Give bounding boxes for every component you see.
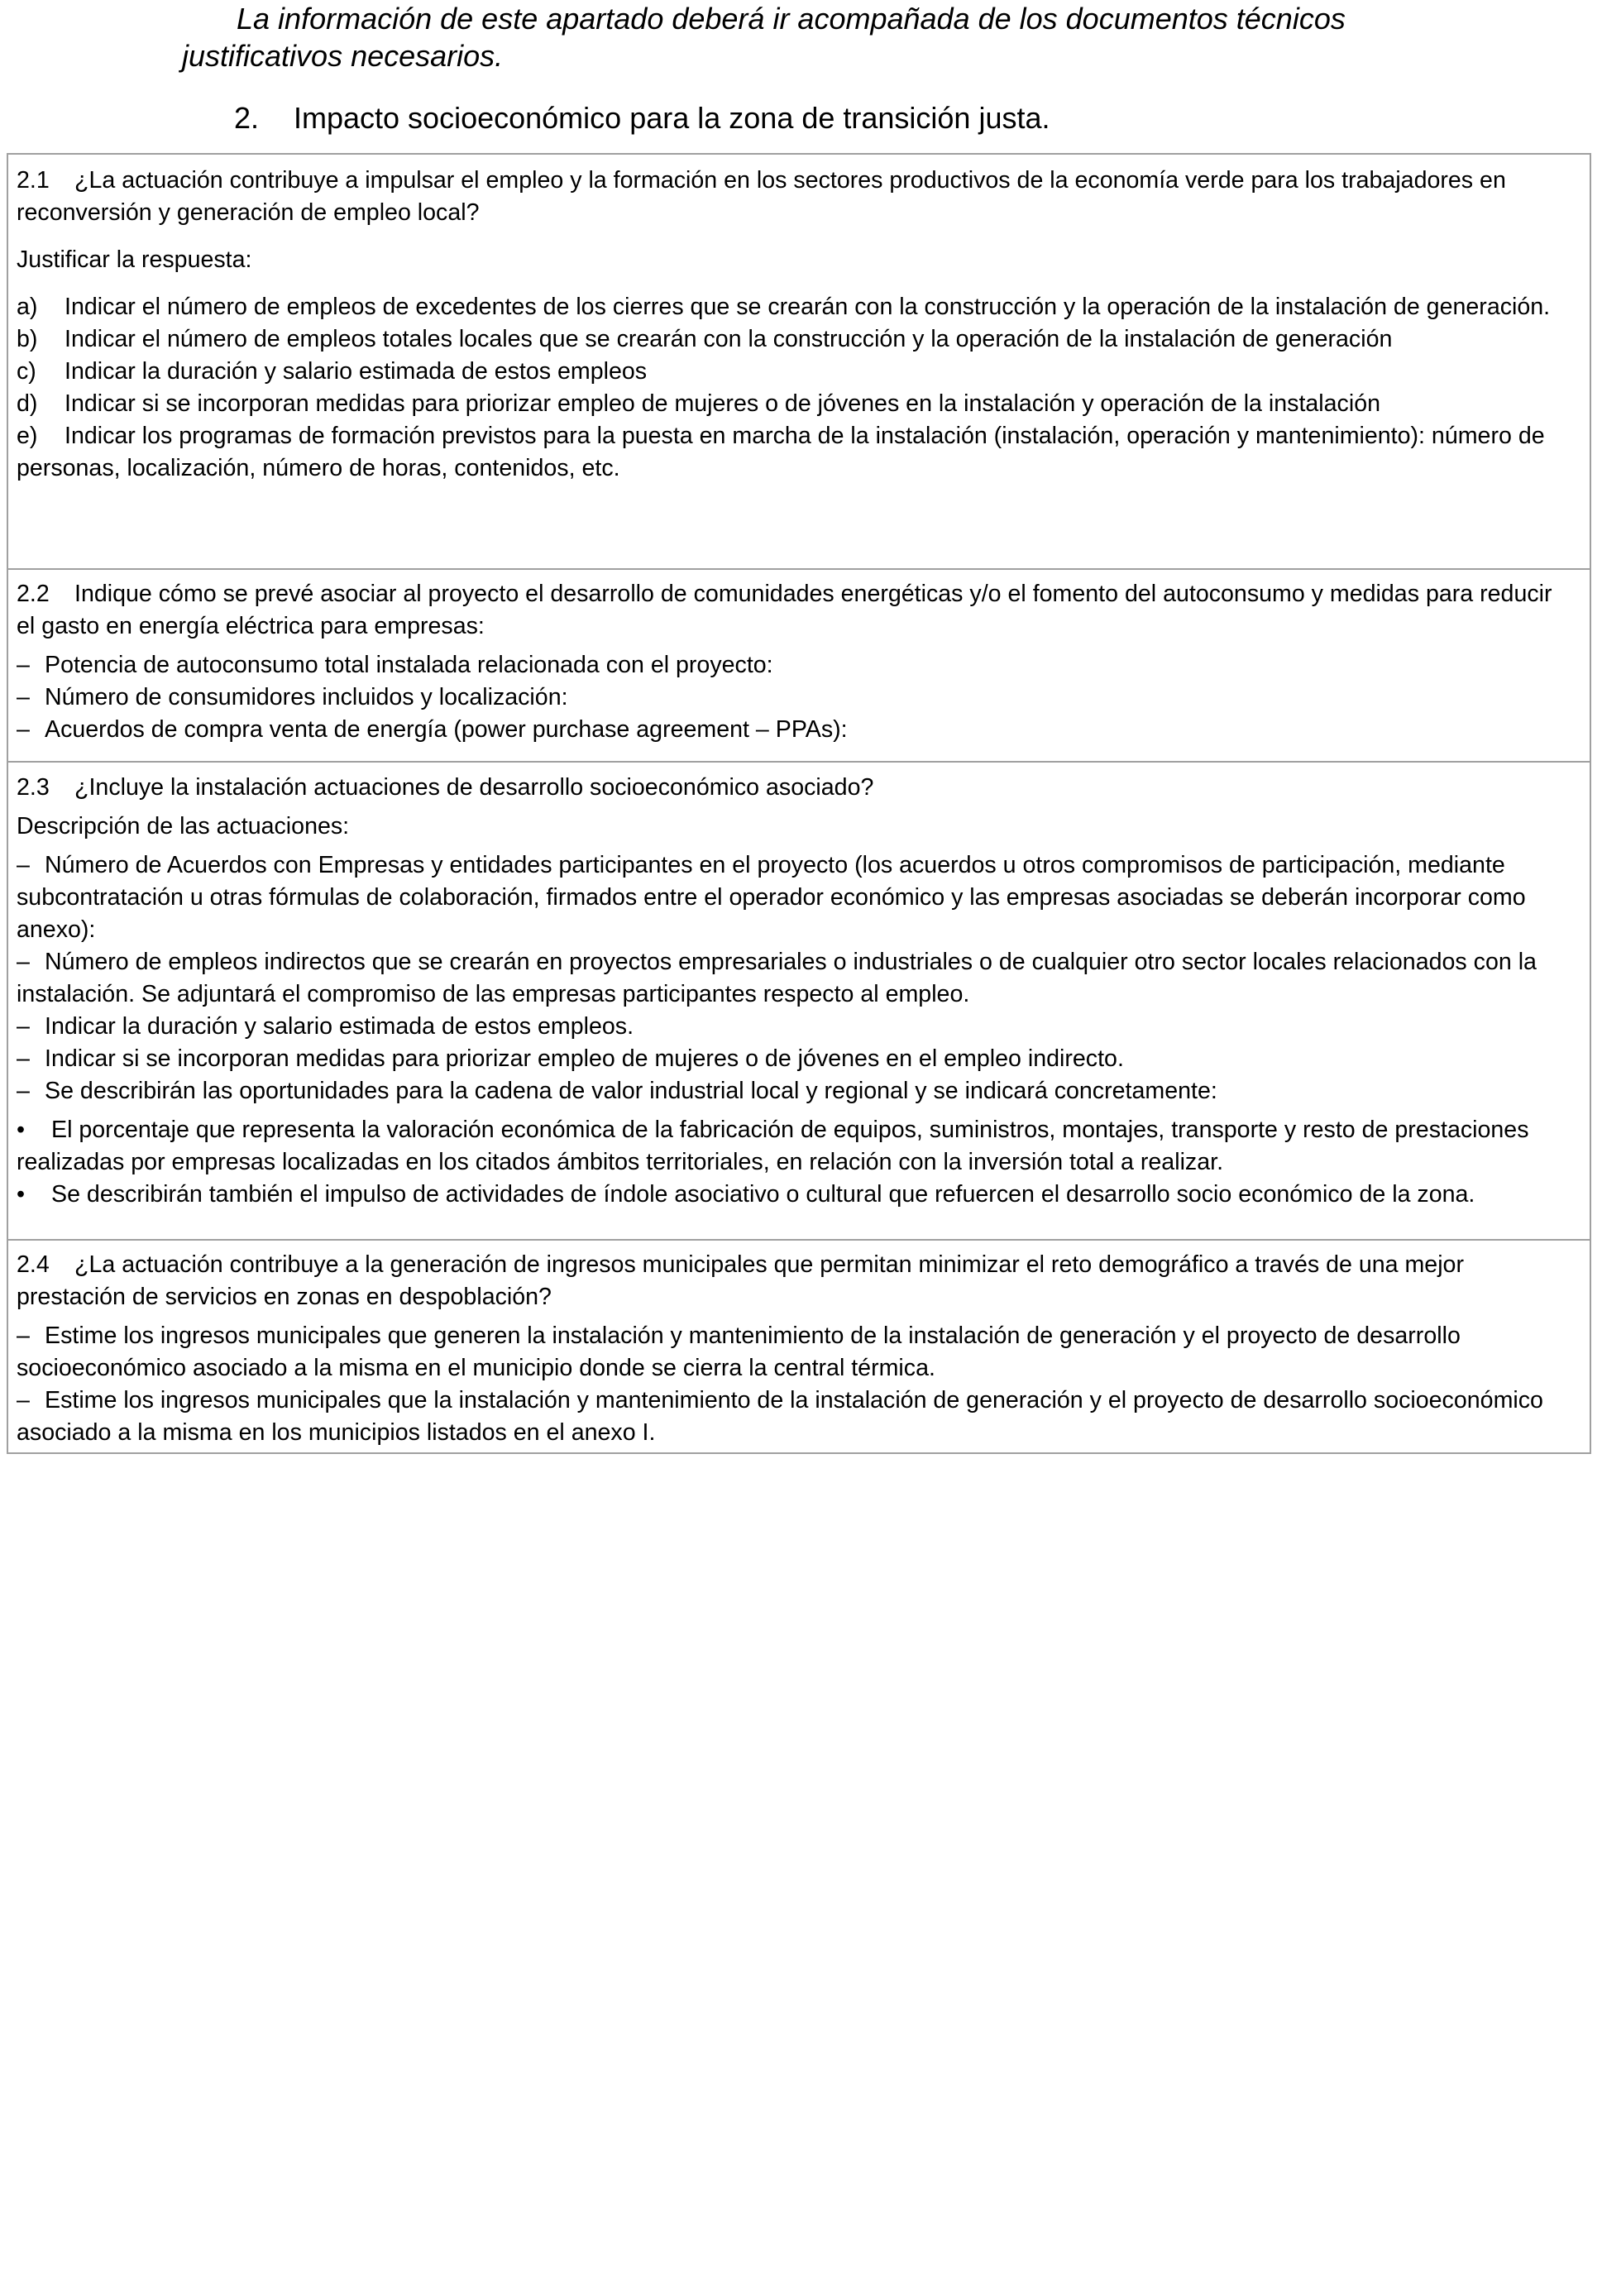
list-item: – Número de Acuerdos con Empresas y entidades participantes en el proyecto (los acuerdos u otros compromisos de participación, mediante subcontratación u otras fórmulas de colaboración, firmados entre el operador económico y las empresas asociadas se deberán incorporar como anexo): bbox=[17, 852, 1526, 943]
list-item: – Acuerdos de compra venta de energía (power purchase agreement – PPAs): bbox=[17, 716, 848, 743]
list-item: – Se describirán las oportunidades para la cadena de valor industrial local y regional y se indicará concretamente: bbox=[17, 1078, 1217, 1104]
question-2-4 bbox=[8, 1249, 1590, 1449]
list-item: – Número de consumidores incluidos y localización: bbox=[17, 684, 568, 710]
question-number: 2.1 bbox=[17, 167, 50, 194]
question-number: 2.4 bbox=[17, 1251, 50, 1278]
question-number: 2.2 bbox=[17, 581, 50, 607]
intro-line-1: La información de este apartado deberá ir acompañada de los documentos técnicos bbox=[237, 2, 1346, 36]
question-2-2 bbox=[8, 578, 1590, 746]
section-heading bbox=[234, 99, 1050, 136]
list-item: c) Indicar la duración y salario estimada de estos empleos bbox=[17, 358, 648, 385]
section-title: Impacto socioeconómico para la zona de transición justa. bbox=[294, 101, 1050, 135]
list-item: d) Indicar si se incorporan medidas para priorizar empleo de mujeres o de jóvenes en la instalación y operación de la instalación bbox=[17, 390, 1381, 417]
list-item: – Indicar si se incorporan medidas para priorizar empleo de mujeres o de jóvenes en el empleo indirecto. bbox=[17, 1045, 1124, 1072]
row-divider bbox=[8, 1239, 1590, 1241]
question-2-3 bbox=[8, 772, 1590, 1211]
list-item: – Estime los ingresos municipales que generen la instalación y mantenimiento de la instalación de generación y el proyecto de desarrollo socioeconómico asociado a la misma en el municipio donde se cierra la central térmica. bbox=[17, 1323, 1461, 1381]
questionnaire-table bbox=[7, 153, 1591, 1454]
list-item: – Estime los ingresos municipales que la instalación y mantenimiento de la instalación de generación y el proyecto de desarrollo socioeconómico asociado a la misma en los municipios listados en el anexo I. bbox=[17, 1387, 1543, 1446]
justify-label: Justificar la respuesta: bbox=[17, 246, 252, 273]
list-item: – Número de empleos indirectos que se crearán en proyectos empresariales o industriales o de cualquier otro sector locales relacionados con la instalación. Se adjuntará el compromiso de las empresas participantes respecto al empleo. bbox=[17, 949, 1537, 1007]
question-text: ¿La actuación contribuye a impulsar el empleo y la formación en los sectores productivos de la economía verde para los trabajadores en reconversión y generación de empleo local? bbox=[17, 167, 1506, 226]
list-item: – Indicar la duración y salario estimada de estos empleos. bbox=[17, 1013, 634, 1040]
intro-line-2: justificativos necesarios. bbox=[182, 39, 504, 73]
intro-note bbox=[182, 0, 1472, 74]
question-text: Indique cómo se prevé asociar al proyecto el desarrollo de comunidades energéticas y/o el fomento del autoconsumo y medidas para reducir el gasto en energía eléctrica para empresas: bbox=[17, 581, 1552, 639]
list-item: b) Indicar el número de empleos totales locales que se crearán con la construcción y la operación de la instalación de generación bbox=[17, 326, 1393, 352]
row-divider bbox=[8, 568, 1590, 570]
question-text: ¿La actuación contribuye a la generación de ingresos municipales que permitan minimizar el reto demográfico a través de una mejor prestación de servicios en zonas en despoblación? bbox=[17, 1251, 1464, 1310]
list-item: a) Indicar el número de empleos de excedentes de los cierres que se crearán con la construcción y la operación de la instalación de generación. bbox=[17, 294, 1551, 320]
list-item: e) Indicar los programas de formación previstos para la puesta en marcha de la instalación (instalación, operación y mantenimiento): número de personas, localización, número de horas, contenidos, etc. bbox=[17, 423, 1545, 481]
bullet-item: • El porcentaje que representa la valoración económica de la fabricación de equipos, suministros, montajes, transporte y resto de prestaciones realizadas por empresas localizadas en los citados ámbitos territoriales, en relación con la inversión total a realizar. bbox=[17, 1117, 1529, 1175]
question-text: ¿Incluye la instalación actuaciones de desarrollo socioeconómico asociado? bbox=[74, 774, 874, 801]
question-2-1 bbox=[8, 165, 1590, 485]
bullet-item: • Se describirán también el impulso de actividades de índole asociativo o cultural que refuercen el desarrollo socio económico de la zona. bbox=[17, 1181, 1475, 1208]
row-divider bbox=[8, 761, 1590, 763]
list-item: – Potencia de autoconsumo total instalada relacionada con el proyecto: bbox=[17, 652, 773, 678]
question-number: 2.3 bbox=[17, 774, 50, 801]
description-label: Descripción de las actuaciones: bbox=[17, 813, 350, 839]
section-number: 2. bbox=[234, 101, 260, 135]
